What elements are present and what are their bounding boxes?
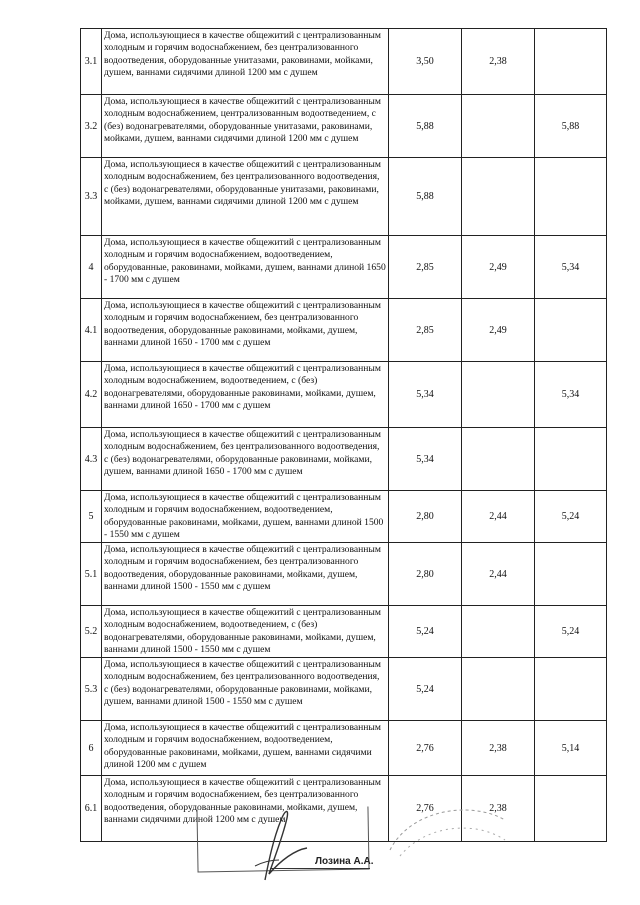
row-value-1: 5,88 xyxy=(389,158,462,236)
row-number: 4.2 xyxy=(81,362,102,428)
row-description: Дома, использующиеся в качестве общежитий с централизованным холодным и горячим водоснабжением, водоотведением, оборудованные, раковинами, мойками, душем, ваннами длиной 1650 - 1700 мм с душем xyxy=(102,236,389,299)
row-value-1: 2,85 xyxy=(389,299,462,362)
signature-block xyxy=(180,790,620,900)
table-row xyxy=(81,606,607,658)
row-number: 5.1 xyxy=(81,543,102,606)
seal-stamp-icon xyxy=(380,790,510,860)
row-number: 4.3 xyxy=(81,428,102,491)
table-row xyxy=(81,721,607,776)
row-value-2 xyxy=(462,658,535,721)
row-value-1: 3,50 xyxy=(389,29,462,95)
row-value-1: 5,24 xyxy=(389,606,462,658)
row-value-3 xyxy=(535,158,607,236)
row-value-3 xyxy=(535,428,607,491)
row-description: Дома, использующиеся в качестве общежитий с централизованным холодным водоснабжением, без централизованного водоотведения, с (без) водонагревателями, оборудованные раковинами, мойками, душем, ваннами длиной 1500 - 1550 мм с душем xyxy=(102,658,389,721)
table-row xyxy=(81,29,607,95)
row-description: Дома, использующиеся в качестве общежитий с централизованным холодным и горячим водоснабжением, без централизованного водоотведения, оборудованные раковинами, мойками, душем, ваннами длиной 1500 - 1550 мм с душем xyxy=(102,543,389,606)
row-value-2: 2,44 xyxy=(462,543,535,606)
row-value-2: 2,49 xyxy=(462,236,535,299)
row-value-2 xyxy=(462,428,535,491)
row-value-3: 5,88 xyxy=(535,95,607,158)
table-row xyxy=(81,158,607,236)
row-value-1: 2,85 xyxy=(389,236,462,299)
row-value-2: 2,38 xyxy=(462,721,535,776)
row-number: 3.1 xyxy=(81,29,102,95)
norms-table-body xyxy=(81,29,607,842)
row-description: Дома, использующиеся в качестве общежитий с централизованным холодным и горячим водоснабжением, без централизованного водоотведения, оборудованные раковинами, мойками, душем, ваннами длиной 1650 - 1700 мм с душем xyxy=(102,299,389,362)
row-value-2 xyxy=(462,95,535,158)
row-value-3 xyxy=(535,658,607,721)
row-value-1: 2,80 xyxy=(389,543,462,606)
row-value-2: 2,38 xyxy=(462,776,535,842)
row-value-3: 5,34 xyxy=(535,236,607,299)
row-value-2: 2,49 xyxy=(462,299,535,362)
signature-line xyxy=(270,868,370,869)
row-number: 5.3 xyxy=(81,658,102,721)
row-description: Дома, использующиеся в качестве общежитий с централизованным холодным водоснабжением, водоотведением, с (без) водонагревателями, оборудованные раковинами, мойками, душем, ваннами длиной 1650 - 1700 мм с душем xyxy=(102,362,389,428)
row-value-3: 5,24 xyxy=(535,491,607,543)
row-value-1: 2,76 xyxy=(389,721,462,776)
row-description: Дома, использующиеся в качестве общежитий с централизованным холодным и горячим водоснабжением, водоотведением, оборудованные раковинами, мойками, душем, ваннами сидячими длиной 1200 мм с душем xyxy=(102,721,389,776)
row-description: Дома, использующиеся в качестве общежитий с централизованным холодным водоснабжением, без централизованного водоотведения, с (без) водонагревателями, оборудованные раковинами, мойками, душем, ваннами длиной 1650 - 1700 мм с душем xyxy=(102,428,389,491)
row-description: Дома, использующиеся в качестве общежитий с централизованным холодным водоснабжением, без централизованного водоотведения, с (без) водонагревателями, оборудованные унитазами, раковинами, мойками, душем, ваннами сидячими длиной 1200 мм с душем xyxy=(102,158,389,236)
row-description: Дома, использующиеся в качестве общежитий с централизованным холодным водоснабжением, централизованным водоотведением, с (без) водонагревателями, оборудованные унитазами, раковинами, мойками, душем, ваннами сидячими длиной 1200 мм с душем xyxy=(102,95,389,158)
row-value-2 xyxy=(462,606,535,658)
row-value-1: 2,80 xyxy=(389,491,462,543)
row-number: 4 xyxy=(81,236,102,299)
row-number: 6.1 xyxy=(81,776,102,842)
table-row xyxy=(81,236,607,299)
row-value-1: 5,88 xyxy=(389,95,462,158)
handwritten-signature xyxy=(235,800,325,890)
row-value-2: 2,44 xyxy=(462,491,535,543)
table-row xyxy=(81,428,607,491)
row-number: 3.2 xyxy=(81,95,102,158)
row-value-1: 5,34 xyxy=(389,362,462,428)
row-number: 3.3 xyxy=(81,158,102,236)
table-row xyxy=(81,95,607,158)
row-value-3 xyxy=(535,29,607,95)
row-value-3: 5,34 xyxy=(535,362,607,428)
row-value-1: 2,76 xyxy=(389,776,462,842)
table-row xyxy=(81,658,607,721)
signatory-name: Лозина А.А. xyxy=(315,856,374,867)
row-value-2 xyxy=(462,158,535,236)
row-number: 5.2 xyxy=(81,606,102,658)
row-value-3: 5,24 xyxy=(535,606,607,658)
row-description: Дома, использующиеся в качестве общежитий с централизованным холодным водоснабжением, водоотведением, с (без) водонагревателями, оборудованные раковинами, мойками, душем, ваннами длиной 1500 - 1550 мм с душем xyxy=(102,606,389,658)
table-row xyxy=(81,491,607,543)
row-description: Дома, использующиеся в качестве общежитий с централизованным холодным и горячим водоснабжением, без централизованного водоотведения, оборудованные унитазами, раковинами, мойками, душем, ваннами сидячими длиной 1200 мм с душем xyxy=(102,29,389,95)
table-row xyxy=(81,299,607,362)
row-value-2 xyxy=(462,362,535,428)
norms-table xyxy=(80,28,607,842)
table-row xyxy=(81,362,607,428)
row-description: Дома, использующиеся в качестве общежитий с централизованным холодным и горячим водоснабжением, без централизованного водоотведения, оборудованные раковинами, мойками, душем, ваннами сидячими длиной 1200 мм с душем xyxy=(102,776,389,842)
row-value-2: 2,38 xyxy=(462,29,535,95)
row-description: Дома, использующиеся в качестве общежитий с централизованным холодным и горячим водоснабжением, водоотведением, оборудованные раковинами, мойками, душем, ваннами длиной 1500 - 1550 мм с душем xyxy=(102,491,389,543)
row-value-1: 5,24 xyxy=(389,658,462,721)
row-number: 4.1 xyxy=(81,299,102,362)
row-value-1: 5,34 xyxy=(389,428,462,491)
row-number: 5 xyxy=(81,491,102,543)
row-value-3 xyxy=(535,543,607,606)
row-value-3 xyxy=(535,299,607,362)
row-value-3: 5,14 xyxy=(535,721,607,776)
row-number: 6 xyxy=(81,721,102,776)
table-row xyxy=(81,543,607,606)
